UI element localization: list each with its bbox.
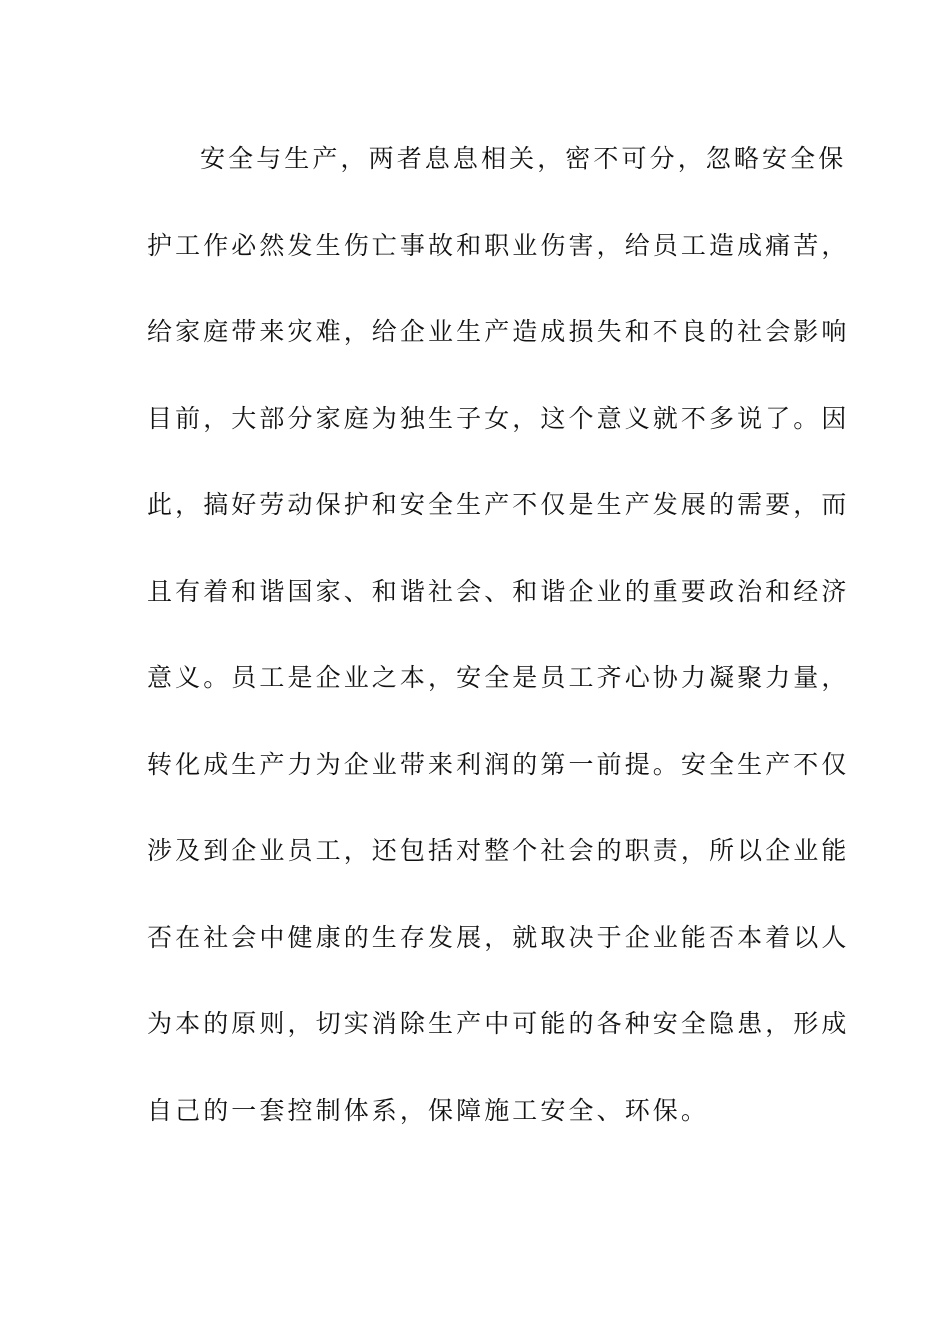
paragraph-line-6: 且有着和谐国家、和谐社会、和谐企业的重要政治和经济 [147,576,850,606]
paragraph-line-9: 涉及到企业员工，还包括对整个社会的职责，所以企业能 [147,836,850,865]
paragraph-line-8: 转化成生产力为企业带来利润的第一前提。安全生产不仅 [147,749,850,779]
paragraph-line-1: 安全与生产，两者息息相关，密不可分，忽略安全保 [200,144,847,173]
paragraph-line-12: 自己的一套控制体系，保障施工安全、环保。 [147,1095,710,1125]
paragraph-line-2: 护工作必然发生伤亡事故和职业伤害，给员工造成痛苦， [147,230,850,260]
paragraph-line-7: 意义。员工是企业之本，安全是员工齐心协力凝聚力量， [147,663,850,692]
paragraph-line-3: 给家庭带来灾难，给企业生产造成损失和不良的社会影响 [147,317,850,346]
paragraph-line-5: 此，搞好劳动保护和安全生产不仅是生产发展的需要，而 [147,490,850,519]
paragraph-line-4: 目前，大部分家庭为独生子女，这个意义就不多说了。因 [147,403,850,433]
paragraph-line-11: 为本的原则，切实消除生产中可能的各种安全隐患，形成 [147,1009,850,1038]
body-paragraph [147,136,850,1174]
paragraph-line-10: 否在社会中健康的生存发展，就取决于企业能否本着以人 [147,922,850,952]
